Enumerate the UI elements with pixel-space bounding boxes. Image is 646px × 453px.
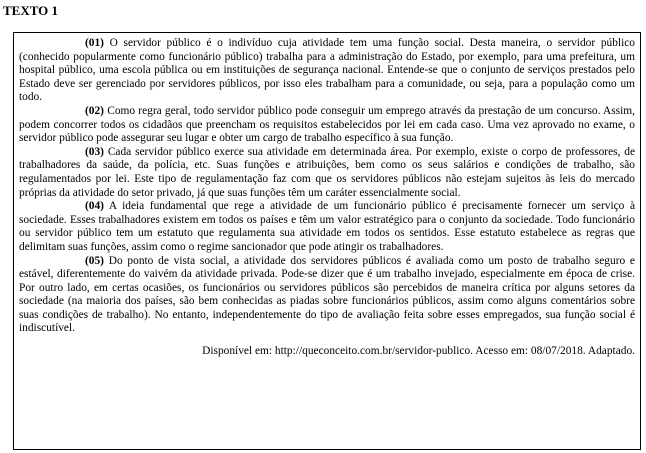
- paragraph-number: (05): [85, 254, 104, 267]
- paragraph-text: A ideia fundamental que rege a atividade de um funcionário público é precisamente fornecer um serviço à sociedade. Esses trabalhadores existem em todos os países e têm um valor estratégico para o conjunto da sociedade. Todo funcionário ou servidor público tem um estatuto que regulamenta sua atividade em todos os sentidos. Esse estatuto estabelece as regras que delimitam suas funções, assim como o regime sancionador que pode atingir os trabalhadores.: [19, 200, 635, 253]
- paragraph-01: [19, 37, 635, 105]
- paragraph-number: (04): [85, 200, 104, 213]
- paragraph-text: Como regra geral, todo servidor público pode conseguir um emprego através da prestação de um concurso. Assim, podem concorrer todos os cidadãos que preencham os requisitos estabelecidos por lei em cada caso. Uma vez aprovado no exame, o servidor público pode assegurar seu lugar e obter um cargo de trabalho específico à sua função.: [19, 104, 635, 145]
- paragraph-03: [19, 146, 635, 200]
- paragraph-05: [19, 255, 635, 337]
- text-box: [13, 32, 641, 450]
- paragraph-text: O servidor público é o indivíduo cuja atividade tem uma função social. Desta maneira, o servidor público (conhecido popularmente como funcionário público) trabalha para a administração do Estado, por exemplo, para uma prefeitura, um hospital público, uma escola pública ou em instituições de segurança nacional. Entende-se que o conjunto de serviços prestados pelo Estado deve ser gerenciado por servidores públicos, por isso eles trabalham para a comunidade, ou seja, para a população como um todo.: [19, 37, 635, 104]
- text-heading: TEXTO 1: [3, 3, 59, 18]
- paragraph-number: (02): [85, 104, 104, 117]
- source-citation: Disponível em: http://queconceito.com.br/servidor-publico. Acesso em: 08/07/2018. Adaptado.: [202, 345, 635, 358]
- paragraph-number: (03): [85, 145, 104, 158]
- paragraph-text: Cada servidor público exerce sua atividade em determinada área. Por exemplo, existe o corpo de professores, de trabalhadores da saúde, da polícia, etc. Suas funções e atribuições, bem como os seus salários e condições de trabalho, são regulamentados por lei. Este tipo de regulamentação faz com que os servidores públicos não estejam sujeitos às leis do mercado próprias da atividade do setor privado, já que suas funções têm um caráter essencialmente social.: [19, 145, 635, 199]
- paragraph-04: [19, 200, 635, 254]
- paragraph-text: Do ponto de vista social, a atividade dos servidores públicos é avaliada como um posto de trabalho seguro e estável, diferentemente do vaivém da atividade privada. Pode-se dizer que é um trabalho invejado, especialmente em época de crise. Por outro lado, em certas ocasiões, os funcionários ou servidores públicos são percebidos de maneira crítica por alguns setores da sociedade (na maioria dos países, são bem conhecidas as piadas sobre funcionários públicos, assim como alguns comentários sobre suas condições de trabalho). No entanto, independentemente do tipo de avaliação feita sobre esses empregados, sua função social é indiscutível.: [19, 254, 635, 335]
- paragraph-number: (01): [85, 37, 104, 49]
- paragraph-02: [19, 105, 635, 146]
